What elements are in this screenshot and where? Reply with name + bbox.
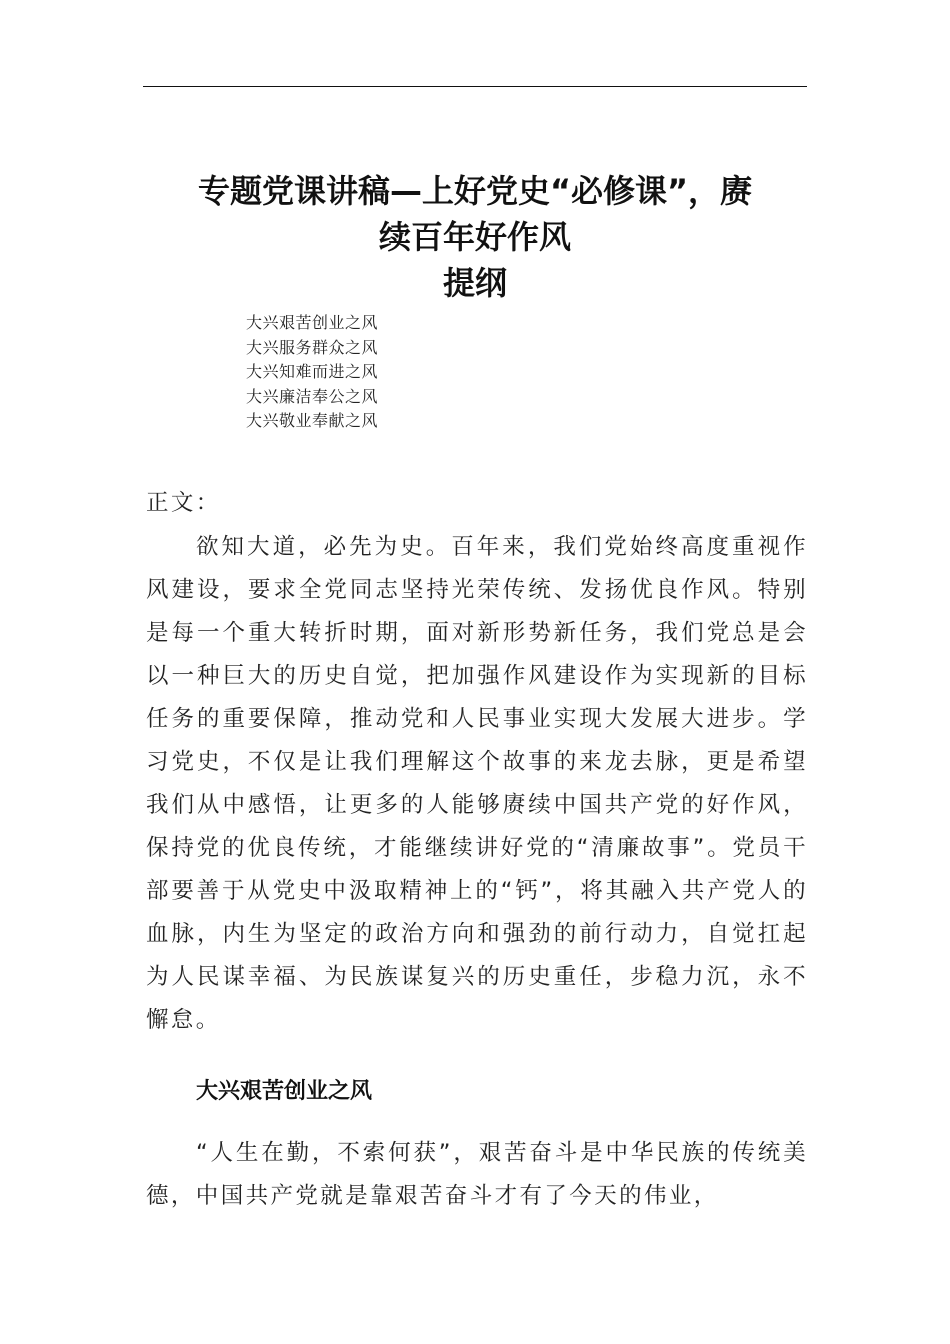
section-heading: 大兴艰苦创业之风 [196, 1079, 373, 1104]
title-line-3: 提纲 [442, 264, 507, 302]
outline-item: 大兴敬业奉献之风 [246, 411, 379, 430]
body-paragraph-1: 欲知大道，必先为史。百年来，我们党始终高度重视作风建设，要求全党同志坚持光荣传统、发扬优良作风。特别是每一个重大转折时期，面对新形势新任务，我们党总是会以一种巨大的历史自觉，把加强作风建设作为实现新的目标任务的重要保障，推动党和人民事业实现大发展大进步。学习党史，不仅是让我们理解这个故事的来龙去脉，更是希望我们从中感悟，让更多的人能够赓续中国共产党的好作风，保持党的优良传统，才能继续讲好党的“清廉故事”。党员干部要善于从党史中汲取精神上的“钙”，将其融入共产党人的血脉，内生为坚定的政治方向和强劲的前行动力，自觉扛起为人民谋幸福、为民族谋复兴的历史重任，步稳力沉，永不懈怠。 [146, 534, 808, 1033]
title-line-1: 专题党课讲稿—上好党史“必修课”，赓 [197, 172, 753, 210]
outline-item: 大兴艰苦创业之风 [246, 313, 379, 332]
body-paragraph-2: “人生在勤，不索何获”，艰苦奋斗是中华民族的传统美德，中国共产党就是靠艰苦奋斗才有了今天的伟业， [146, 1140, 808, 1209]
header-rule [143, 86, 807, 87]
document-title [143, 168, 807, 306]
outline-list [246, 311, 378, 434]
body-label: 正文： [146, 490, 221, 516]
outline-item: 大兴服务群众之风 [246, 337, 379, 357]
title-line-2: 续百年好作风 [378, 218, 571, 256]
outline-item: 大兴廉洁奉公之风 [246, 386, 379, 406]
outline-item: 大兴知难而进之风 [246, 362, 379, 381]
